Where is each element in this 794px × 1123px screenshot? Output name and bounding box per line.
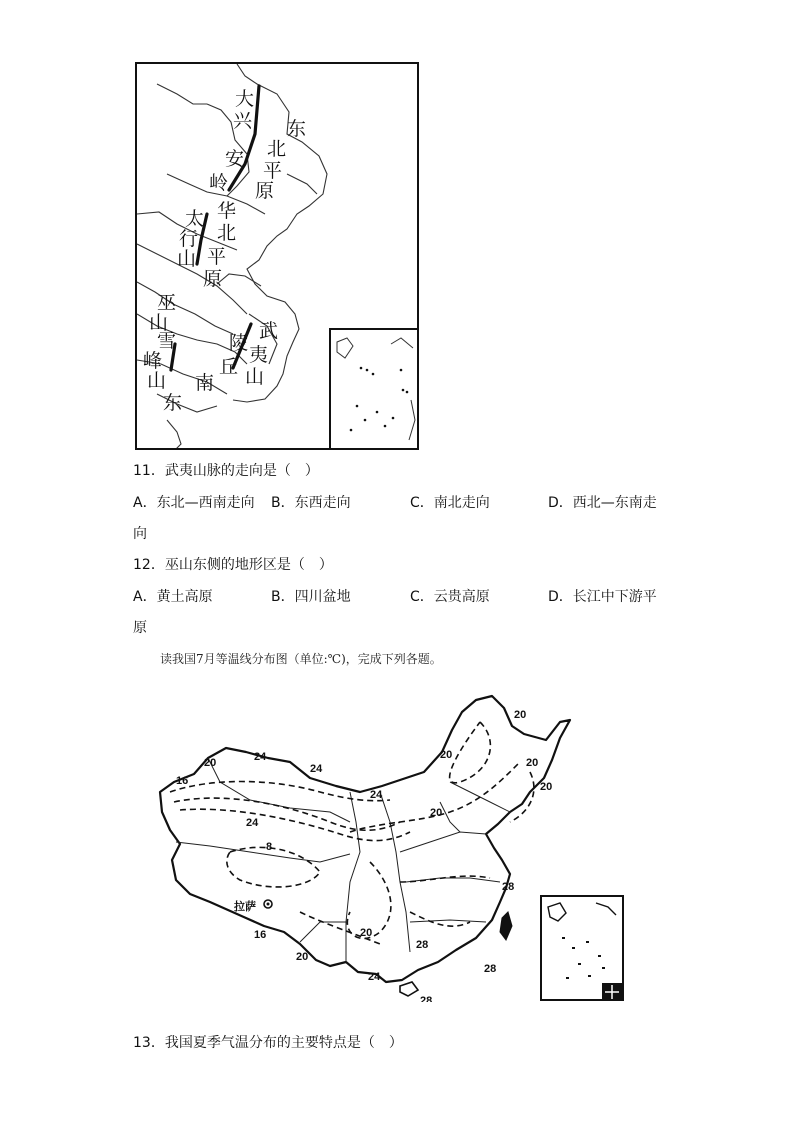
q12-option-c[interactable]: C．云贵高原 (410, 589, 490, 605)
q11-option-d-wrap: 向 (133, 526, 147, 542)
question-13-stem: 13．我国夏季气温分布的主要特点是（ ） (133, 1035, 403, 1051)
iso-label: 20 (540, 781, 553, 793)
label-daxing-3: 安 (225, 148, 245, 170)
label-ling: 陵 (229, 332, 249, 354)
terrain-map-figure (135, 62, 419, 450)
label-dong: 东 (163, 392, 183, 414)
iso-label: 20 (204, 757, 217, 769)
iso-label: 28 (416, 939, 429, 951)
label-nan: 南 (195, 372, 215, 394)
label-daxing-2: 兴 (233, 110, 253, 132)
label-taihang-2: 行 (179, 228, 199, 250)
iso-label: 20 (440, 749, 453, 761)
label-huabei-1: 华 (217, 200, 237, 222)
label-wu-1: 巫 (157, 292, 177, 314)
label-dongbei-1: 东 (287, 118, 307, 140)
iso-label: 24 (370, 789, 383, 801)
iso-label: 24 (246, 817, 259, 829)
q11-option-d[interactable]: D．西北—东南走 (548, 495, 657, 511)
label-qiu: 丘 (219, 356, 239, 378)
label-huabei-3: 平 (207, 246, 227, 268)
figure-2-intro: 读我国7月等温线分布图（单位:℃)，完成下列各题。 (160, 652, 442, 666)
iso-label: 20 (526, 757, 539, 769)
inset-islands (331, 330, 419, 450)
iso-label: 20 (360, 927, 373, 939)
iso-label: 24 (368, 971, 381, 983)
label-taihang-1: 太 (185, 208, 205, 230)
label-dongbei-3: 平 (263, 160, 283, 182)
iso-label: 16 (254, 929, 267, 941)
q11-option-a[interactable]: A．东北—西南走向 (133, 495, 255, 511)
iso-label: 16 (176, 775, 189, 787)
inset2-shapes (542, 897, 626, 1003)
iso-label: 20 (296, 951, 309, 963)
iso-label: 8 (266, 841, 273, 853)
label-wu-2: 山 (149, 312, 169, 334)
q12-option-a[interactable]: A．黄土高原 (133, 589, 213, 605)
label-dongbei-4: 原 (255, 180, 275, 202)
label-xuefeng-3: 山 (147, 370, 167, 392)
iso-label: 28 (502, 881, 515, 893)
label-daxing-4: 岭 (209, 172, 229, 194)
iso-label: 20 (430, 807, 443, 819)
label-wuyi-1: 武 (259, 320, 279, 342)
south-china-sea-inset (540, 895, 624, 1001)
label-wuyi-3: 山 (245, 366, 265, 388)
label-huabei-2: 北 (217, 222, 237, 244)
isotherm-labels (176, 709, 552, 1002)
label-daxing-1: 大 (235, 88, 255, 110)
iso-label: 20 (514, 709, 527, 721)
iso-label: 28 (484, 963, 497, 975)
q12-option-d-wrap: 原 (133, 620, 147, 636)
iso-label: 28 (420, 995, 433, 1002)
lhasa-label: 拉萨 (234, 900, 256, 913)
label-huabei-4: 原 (203, 268, 223, 290)
q11-option-c[interactable]: C．南北走向 (410, 495, 490, 511)
label-taihang-3: 山 (177, 248, 197, 270)
label-dongbei-2: 北 (267, 138, 287, 160)
label-xuefeng-1: 雪 (157, 330, 177, 352)
label-wuyi-2: 夷 (249, 344, 269, 366)
question-11-stem: 11．武夷山脉的走向是（ ） (133, 463, 319, 479)
label-xuefeng-2: 峰 (143, 350, 163, 372)
iso-label: 24 (310, 763, 323, 775)
iso-label: 24 (254, 751, 267, 763)
q12-option-d[interactable]: D．长江中下游平 (548, 589, 657, 605)
q12-option-b[interactable]: B．四川盆地 (271, 589, 351, 605)
south-sea-inset (329, 328, 419, 448)
question-12-stem: 12．巫山东侧的地形区是（ ） (133, 557, 333, 573)
q11-option-b[interactable]: B．东西走向 (271, 495, 351, 511)
